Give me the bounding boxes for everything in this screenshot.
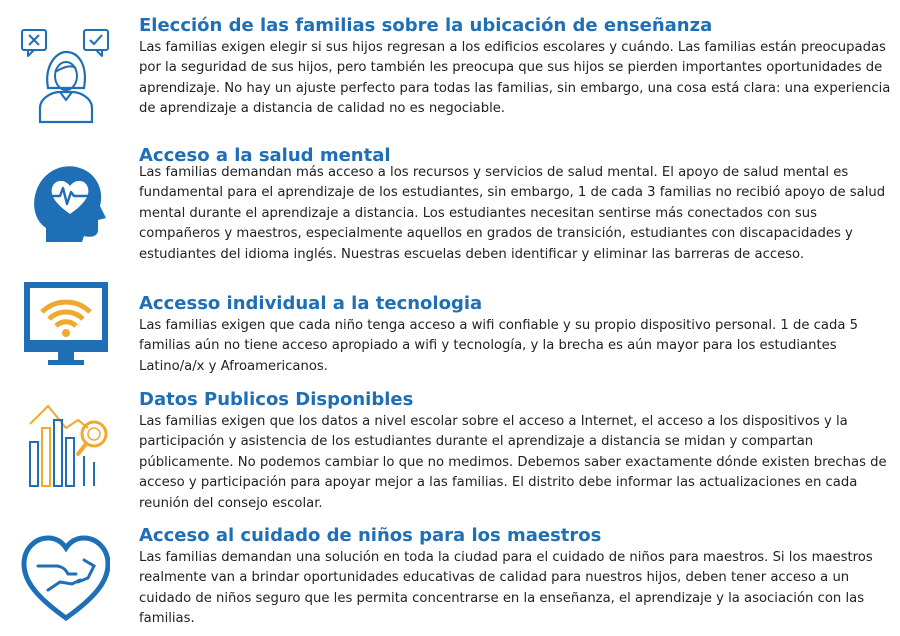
section-title: Accesso individual a la tecnologia — [139, 293, 483, 314]
family-choice-icon — [18, 26, 110, 126]
mental-health-head-icon — [18, 152, 110, 252]
section-body: Las familias exigen que los datos a nivel escolar sobre el acceso a Internet, el acceso a los dispositivos y la participación y asistencia de los estudiantes durante el aprendizaje a distancia se midan y compartan públicamente. No podemos cambiar lo que no medimos. Debemos saber exactamente dónde existen brechas de acceso y participación para apoyar mejor a las familias. El distrito debe informar las actualizaciones en cada reunión del consejo escolar. — [139, 414, 887, 511]
section-title: Acceso a la salud mental — [139, 145, 391, 166]
heart-hands-icon — [18, 526, 110, 626]
wifi-monitor-icon — [18, 282, 110, 382]
section-body: Las familias demandan una solución en toda la ciudad para el cuidado de niños para maestros. Si los maestros realmente van a brindar oportunidades educativas de calidad para nuestros hijos, deben tener acceso a un cuidado de niños seguro que les permita concentrarse en la enseñanza, el aprendizaje y la asociación con las familias. — [139, 550, 873, 627]
section-title: Datos Publicos Disponibles — [139, 389, 414, 410]
section-title: Elección de las familias sobre la ubicación de enseñanza — [139, 15, 713, 36]
section-body: Las familias exigen que cada niño tenga acceso a wifi confiable y su propio dispositivo personal. 1 de cada 5 familias aún no tiene acceso apropiado a wifi y tecnología, y la brecha es aún mayor para los estudiantes Latino/a/x y Afroamericanos. — [139, 318, 858, 374]
data-chart-magnifier-icon — [18, 398, 110, 498]
section-body: Las familias demandan más acceso a los recursos y servicios de salud mental. El apoyo de salud mental es fundamental para el aprendizaje de los estudiantes, sin embargo, 1 de cada 3 familias no recibió apoyo de salud mental durante el aprendizaje a distancia. Los estudiantes necesitan sentirse más conectados con sus compañeros y maestros, especialmente aquellos en grados de transición, estudiantes con discapacidades y estudiantes del idioma inglés. Nuestras escuelas deben identificar y eliminar las barreras de acceso. — [139, 165, 886, 262]
section-body: Las familias exigen elegir si sus hijos regresan a los edificios escolares y cuándo. Las familias están preocupadas por la seguridad de sus hijos, pero también les preocupa que sus hijos se pierden importantes oportunidades de aprendizaje. No hay un ajuste perfecto para todas las familias, sin embargo, una cosa está clara: una experiencia de aprendizaje a distancia de calidad no es negociable. — [139, 40, 891, 117]
section-title: Acceso al cuidado de niños para los maestros — [139, 525, 602, 546]
